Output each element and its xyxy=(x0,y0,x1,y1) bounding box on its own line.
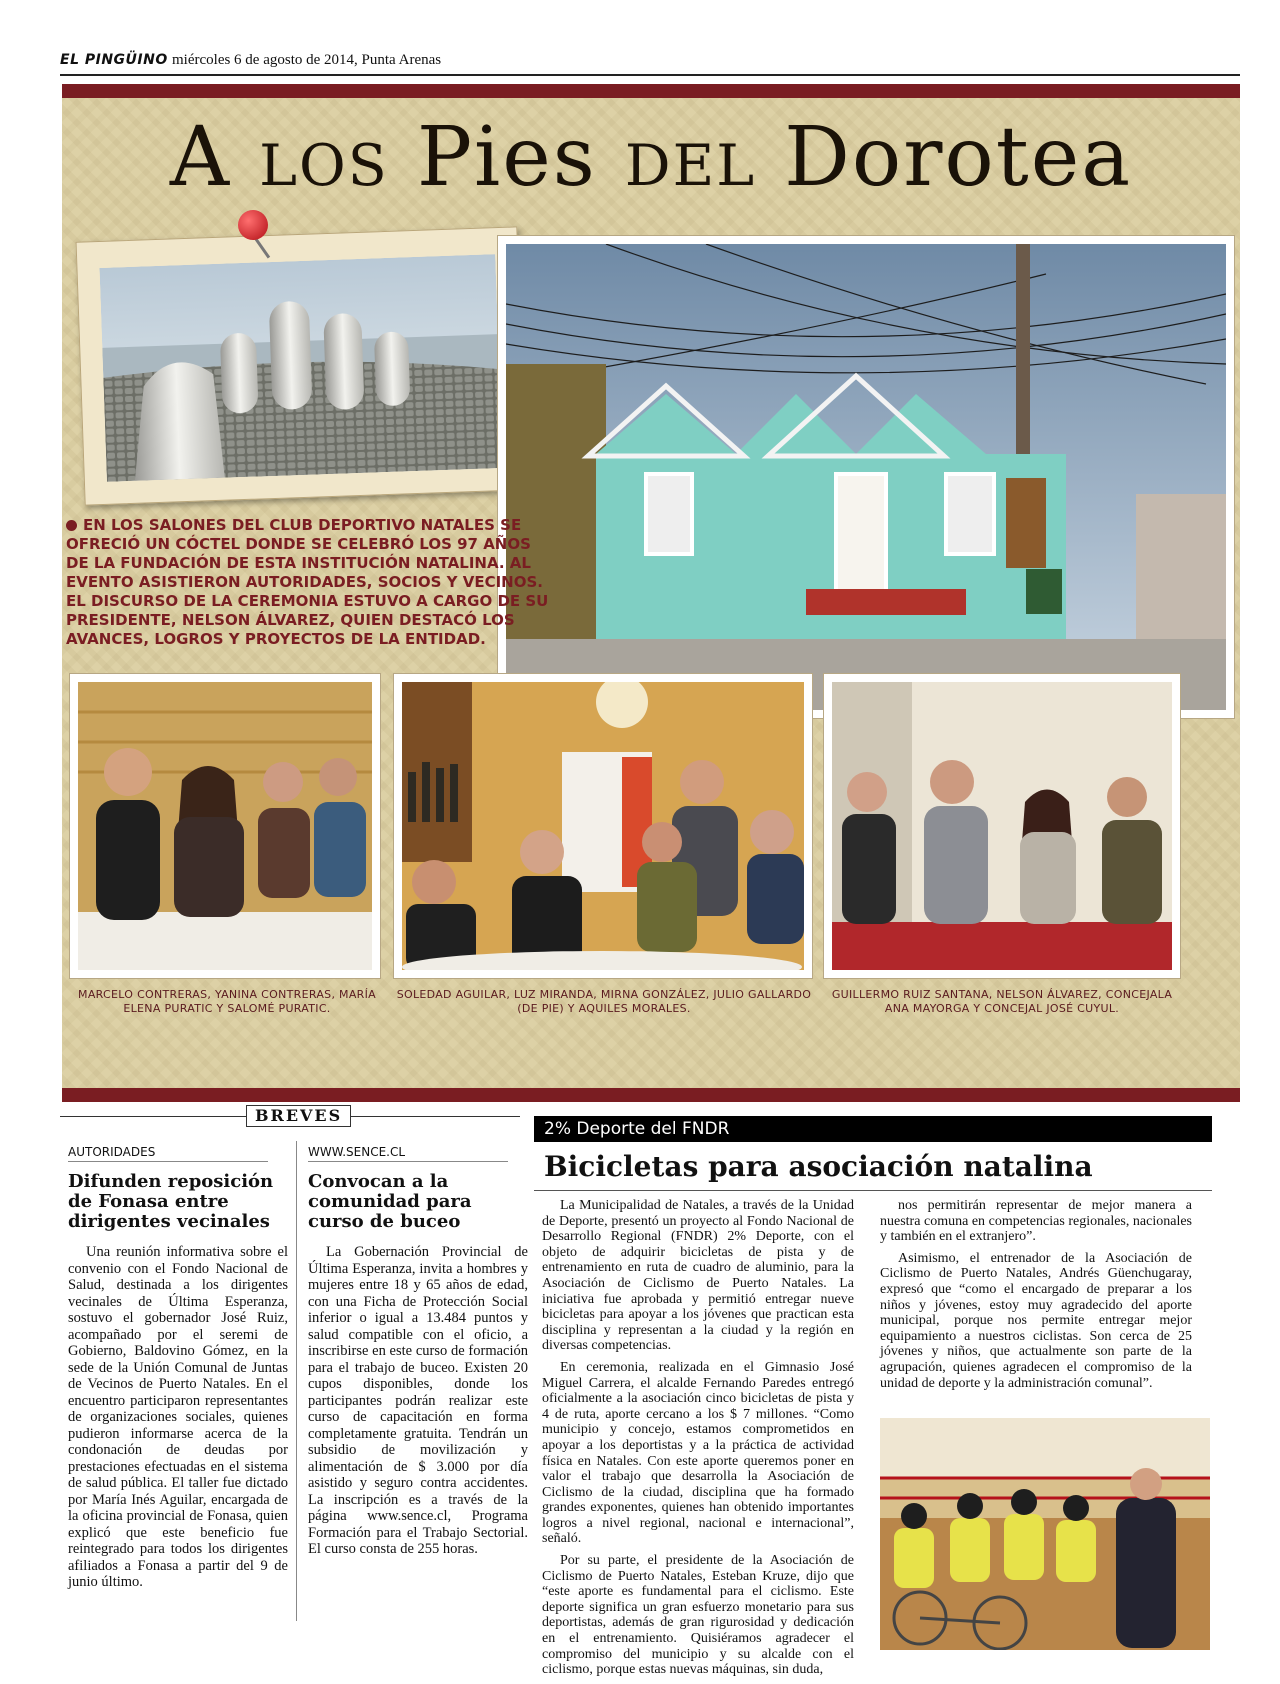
spread-top-bar xyxy=(62,84,1240,98)
guests-photo-1 xyxy=(70,674,380,978)
brief-fonasa xyxy=(68,1145,288,1591)
article-headline: Bicicletas para asociación natalina xyxy=(544,1150,1093,1183)
brief-body: Una reunión informativa sobre el convenio con el Fondo Nacional de Salud, destinada a los dirigentes vecinales de Última Esperanza, sostuvo el gobernador José Ruiz, acompañado por el seremi de Gobierno, Baldovino Gómez, en la sede de la Unión Comunal de Juntas de Vecinos de Puerto Natales. En el encuentro participaron representantes de organizaciones sociales, quienes pudieron informarse acerca de la condonación de deudas por prestaciones efectuadas en el sistema de salud pública. El taller fue dictado por María Inés Aguilar, encargada de la oficina provincial de Fonasa, quien explicó que este beneficio fue reintegrado para todos los dirigentes afiliados a Fonasa a partir del 9 de junio último. xyxy=(68,1244,288,1590)
guests-photo-2 xyxy=(394,674,812,978)
hand-sculpture-photo xyxy=(76,226,527,505)
article-paragraph: En ceremonia, realizada en el Gimnasio José Miguel Carrera, el alcalde Fernando Paredes entregó oficialmente a la asociación cinco bicicletas de pista y 4 de ruta, aporte cercano a los $ 7 millones. “Como municipio y concejo, estamos comprometidos en apoyar a los deportistas y a la práctica de actividad física en Natales. Con este aporte queremos poner en valor el trabajo que desarrolla la Asociación de Ciclismo de la ciudad, disciplina que ha formado grandes exponentes, quienes han obtenido importantes logros a nivel regional, nacional e internacional”, señaló. xyxy=(542,1359,854,1547)
title-word-a: A xyxy=(169,110,260,205)
club-house-image xyxy=(506,244,1226,710)
article-column-1 xyxy=(542,1198,854,1684)
brief-headline: Difunden reposición de Fonasa entre dirigentes vecinales xyxy=(68,1171,274,1232)
photo-caption-1: MARCELO CONTRERAS, YANINA CONTRERAS, MARÍA ELENA PURATIC Y SALOMÉ PURATIC. xyxy=(78,988,376,1015)
bullet-icon xyxy=(66,520,77,531)
main-caption xyxy=(66,516,550,649)
title-word-dorotea: Dorotea xyxy=(784,110,1133,205)
guests-image-1 xyxy=(78,682,372,970)
headline-rule xyxy=(534,1190,1212,1191)
guests-image-3 xyxy=(832,682,1172,970)
article-column-2 xyxy=(880,1198,1192,1397)
main-caption-text: EN LOS SALONES DEL CLUB DEPORTIVO NATALES SE OFRECIÓ UN CÓCTEL DONDE SE CELEBRÓ LOS 97 AÑOS DE LA FUNDACIÓN DE ESTA INSTITUCIÓN NATALINA. AL EVENTO ASISTIERON AUTORIDADES, SOCIOS Y VECINOS. EL DISCURSO DE LA CEREMONIA ESTUVO A CARGO DE SU PRESIDENTE, NELSON ÁLVAREZ, QUIEN DESTACÓ LOS AVANCES, LOGROS Y PROYECTOS DE LA ENTIDAD. xyxy=(66,516,549,648)
spread-bottom-bar xyxy=(62,1088,1240,1102)
breves-section xyxy=(60,1106,528,1643)
brief-body: La Gobernación Provincial de Última Esperanza, invita a hombres y mujeres entre 18 y 65 años de edad, con una Ficha de Protección Social inferior o igual a 13.484 puntos y salud compatible con el oficio, a inscribirse en este curso de formación para el trabajo de buceo. Existen 20 cupos disponibles, donde los participantes podrán realizar este curso de capacitación en forma completamente gratuita. Tendrán un subsidio de movilización y alimentación de $ 3.000 por día asistido y seguro contra accidentes. La inscripción es a través de la página www.sence.cl, Programa Formación para el Trabajo Sectorial. El curso consta de 255 horas. xyxy=(308,1244,528,1557)
dateline: miércoles 6 de agosto de 2014, Punta Arenas xyxy=(172,52,442,68)
club-house-photo xyxy=(498,236,1234,718)
bicycles-article xyxy=(534,1116,1212,1678)
guests-image-2 xyxy=(402,682,804,970)
brief-kicker: AUTORIDADES xyxy=(68,1145,268,1162)
newspaper-logo: EL PINGÜINO xyxy=(60,52,168,68)
breves-label: BREVES xyxy=(246,1105,351,1127)
section-bar: 2% Deporte del FNDR xyxy=(534,1116,1212,1142)
photo-caption-3: GUILLERMO RUIZ SANTANA, NELSON ÁLVAREZ, CONCEJALA ANA MAYORGA Y CONCEJAL JOSÉ CUYUL. xyxy=(831,988,1173,1015)
title-word-los: los xyxy=(259,110,417,205)
brief-buceo xyxy=(308,1145,528,1558)
photo-caption-2: SOLEDAD AGUILAR, LUZ MIRANDA, MIRNA GONZÁLEZ, JULIO GALLARDO (DE PIE) Y AQUILES MORALES. xyxy=(396,988,812,1015)
photo-spread xyxy=(62,84,1240,1102)
brief-kicker: WWW.SENCE.CL xyxy=(308,1145,508,1162)
brief-headline: Convocan a la comunidad para curso de buceo xyxy=(308,1171,472,1232)
title-word-pies: Pies xyxy=(416,110,625,205)
article-paragraph: La Municipalidad de Natales, a través de la Unidad de Deporte, presentó un proyecto al Fondo Nacional de Desarrollo Regional (FNDR) 2% Deporte, con el objeto de adquirir bicicletas de pista y de entrenamiento en ruta de cuadro de aluminio, para la Asociación de Ciclismo de Puerto Natales. La iniciativa fue aprobada y permitió entregar nueve bicicletas para apoyar a los jóvenes que practican esta disciplina y representan a la ciudad y la región en diversas competencias. xyxy=(542,1198,854,1354)
hand-sculpture-image xyxy=(99,254,502,482)
guests-photo-3 xyxy=(824,674,1180,978)
push-pin-icon xyxy=(238,210,268,240)
article-paragraph: Por su parte, el presidente de la Asociación de Ciclismo de Puerto Natales, Esteban Kruze, dijo que “este aporte es fundamental para el ciclismo. Este deporte significa un gran esfuerzo monetario para sus deportistas, además de gran rigurosidad y dedicación en el entrenamiento. Quisiéramos agradecer el compromiso del municipio y su alcalde con el ciclismo, porque estas nuevas máquinas, sin duda, xyxy=(542,1553,854,1678)
column-divider xyxy=(296,1141,297,1621)
cyclists-image xyxy=(880,1418,1210,1650)
article-paragraph: nos permitirán representar de mejor manera a nuestra comuna en competencias regionales, nacionales y también en el extranjero”. xyxy=(880,1198,1192,1245)
page-header xyxy=(60,52,1240,76)
cyclists-photo xyxy=(880,1418,1210,1650)
article-paragraph: Asimismo, el entrenador de la Asociación de Ciclismo de Puerto Natales, Andrés Güenchugaray, expresó que “como el encargado de preparar a los niños y jóvenes, estoy muy agradecido del aporte municipal, porque nos permite entregar mejor equipamiento a nuestros ciclistas. Son cerca de 25 jóvenes y niños, que actualmente son parte de la agrupación, quienes agradecen el compromiso de la unidad de deporte y la administración comunal”. xyxy=(880,1250,1192,1391)
spread-title xyxy=(62,110,1240,205)
title-word-del: del xyxy=(624,110,785,205)
